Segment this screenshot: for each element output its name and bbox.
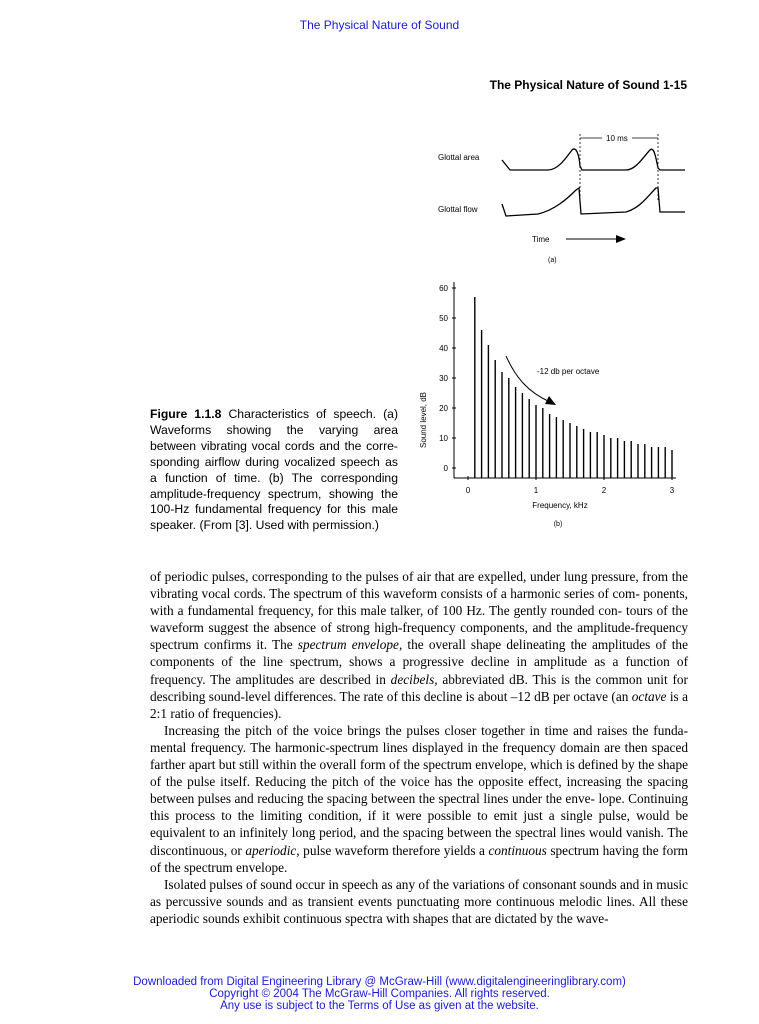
footer-line-2[interactable]: Copyright © 2004 The McGraw-Hill Companies. All rights reserved. xyxy=(209,988,550,1000)
time-label: Time xyxy=(532,235,550,244)
p1-emphasis-3: octave xyxy=(631,688,667,704)
running-head: The Physical Nature of Sound 1-15 xyxy=(489,78,687,92)
y-tick-label: 50 xyxy=(439,314,448,323)
x-tick-label: 0 xyxy=(465,486,471,495)
glottal-flow-label: Glottal flow xyxy=(438,205,478,214)
y-tick-label: 40 xyxy=(439,344,448,353)
panel-b-label: (b) xyxy=(553,521,563,528)
caption-label: Figure 1.1.8 xyxy=(150,407,222,421)
header-link[interactable]: The Physical Nature of Sound xyxy=(299,18,460,32)
panel-a-label: (a) xyxy=(548,257,557,264)
slope-arrow xyxy=(506,356,550,402)
p1-emphasis-1: spectrum envelope xyxy=(297,637,399,653)
y-axis-label: Sound level, dB xyxy=(419,391,428,449)
glottal-area-waveform xyxy=(502,149,685,170)
p2-text-a: Increasing the pitch of the voice brings the pulses closer together in time and raises the funda- mental frequency. The harmonic-spectrum lines displayed in the frequency domain are then spaced farther apart but still within the overall form of the spectrum envelope, which is defined by the shape of the pulse itself. Reducing the pitch of the voice has the opposite effect, increasing the spacing between pulses and reducing the spacing between the spectral lines under the enve- lope. Continuing this process to the limiting condition, if it were possible to emit just a single pulse, would be equivalent to an infinitely long period, and the spacing between the spectral lines would vanish. The discontinuous, or xyxy=(150,722,688,858)
p1-text-b: , the overall shape delineating the amplitudes of the components of the line spectrum, shows a progressive decline in amplitude as a function of frequency. The amplitudes are described in xyxy=(150,637,688,687)
y-tick-label: 0 xyxy=(443,464,448,473)
p1-text-a: of periodic pulses, corresponding to the pulses of air that are expelled, under lung pressure, from the vibrating vocal cords. The spectrum of this waveform consists of a harmonic series of com- ponents, with a fundamental frequency, for this male talker, of 100 Hz. The gently rounded con- tours of the waveform suggest the absence of strong high-frequency components, and the amplitude-frequency spectrum confirms it. The xyxy=(150,569,688,653)
p1-text-d: is a 2:1 ratio of frequencies). xyxy=(150,688,688,721)
glottal-area-label: Glottal area xyxy=(438,153,480,162)
y-tick-label: 30 xyxy=(439,374,448,383)
y-tick-label: 60 xyxy=(439,284,448,293)
x-tick-label: 3 xyxy=(669,486,675,495)
caption-text: Characteristics of speech. (a) Waveforms showing the varying area between vibrating vocal cords and the corre- sponding airflow during vocalized speech as a function of time. (b) The corresponding amplitude-frequency spectrum, showing the 100-Hz fundamental frequency for this male speaker. (From [3]. Used with permission.) xyxy=(150,407,399,533)
figure-a-waveforms xyxy=(430,128,690,268)
p1-text-c: abbreviated dB. This is the common unit for describing sound-level differences. The rate of this decline is about –12 dB per octave (an xyxy=(150,671,688,704)
footer xyxy=(0,976,759,1012)
x-tick-label: 2 xyxy=(601,486,607,495)
p2-emphasis-2: continuous xyxy=(488,842,547,858)
p2-text-c: spectrum having the form of the spectrum envelope. xyxy=(150,842,688,875)
paragraph-2 xyxy=(150,722,688,876)
p2-emphasis-1: aperiodic, xyxy=(245,842,300,858)
paragraph-1 xyxy=(150,568,688,722)
paragraph-3: Isolated pulses of sound occur in speech as any of the variations of consonant sounds and in music as percussive sounds and as transient events punctuating more continuous melodic lines. All these aperiodic sounds exhibit continuous spectra with shapes that are dictated by the wave- xyxy=(150,876,689,926)
y-tick-label: 10 xyxy=(439,434,448,443)
glottal-flow-waveform xyxy=(502,188,685,216)
slope-annotation: -12 db per octave xyxy=(537,367,600,376)
figure-caption xyxy=(150,407,398,534)
x-axis-label: Frequency, kHz xyxy=(532,501,588,510)
period-label: 10 ms xyxy=(606,134,628,143)
figure-b-spectrum-chart xyxy=(410,278,690,533)
x-tick-label: 1 xyxy=(533,486,539,495)
body-text xyxy=(150,568,688,927)
p2-text-b: pulse waveform therefore yields a xyxy=(299,842,489,858)
footer-line-3[interactable]: Any use is subject to the Terms of Use as given at the website. xyxy=(220,1000,539,1012)
p1-emphasis-2: decibels, xyxy=(390,671,438,687)
y-tick-label: 20 xyxy=(439,404,448,413)
footer-line-1[interactable]: Downloaded from Digital Engineering Library @ McGraw-Hill (www.digitalengineeringlibrary.com) xyxy=(133,976,626,988)
time-arrowhead xyxy=(616,235,626,243)
